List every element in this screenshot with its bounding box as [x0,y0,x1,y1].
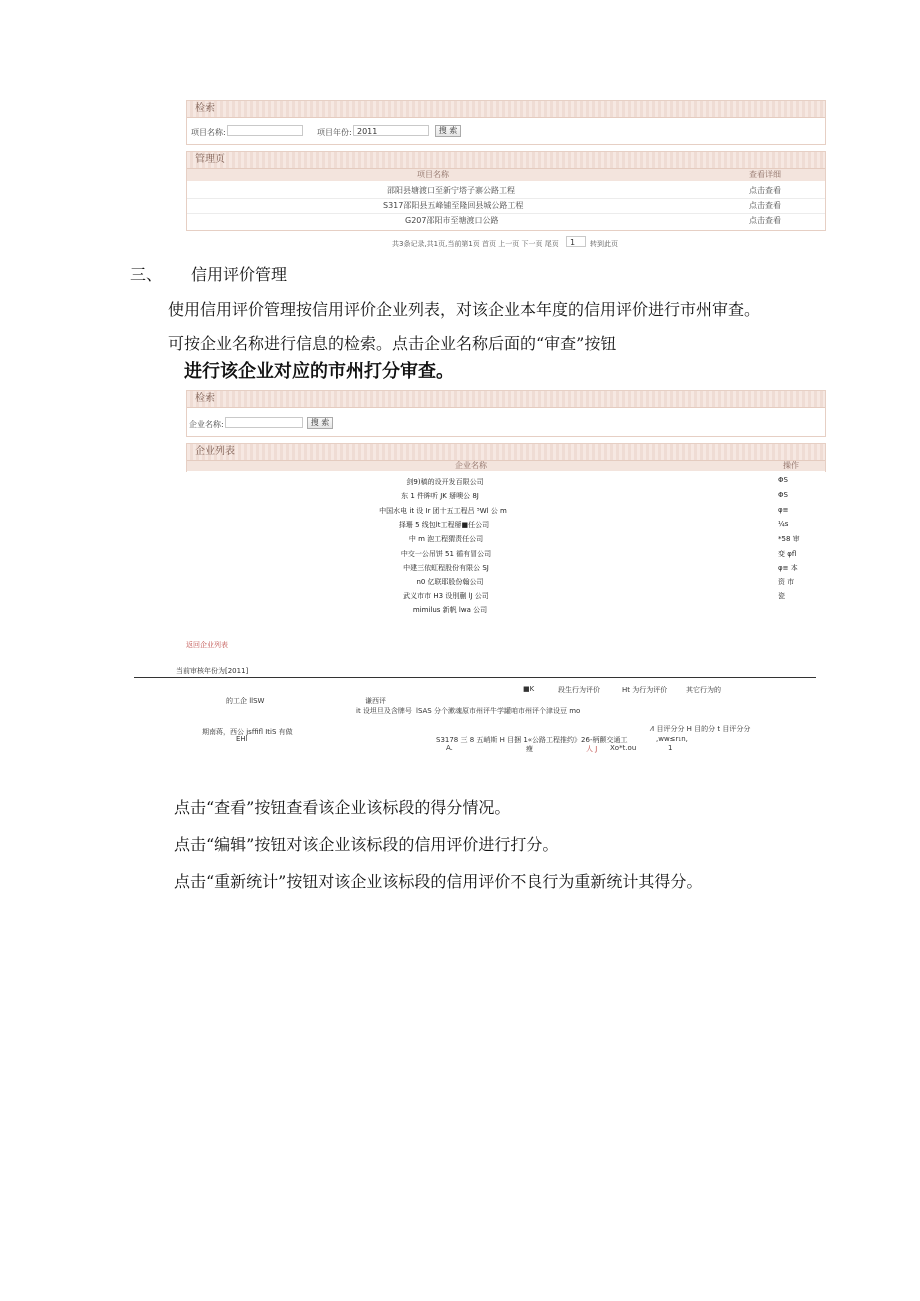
company-name-input[interactable] [225,417,303,428]
score-cell: S3178 三 8 五峭斯 H 目捆 1«公路工程推约》26-柄颤交通工 [436,736,628,744]
company-list-panel [186,443,826,472]
col-detail: 查看详细 [749,170,781,179]
view-detail-link[interactable]: 点击查看 [749,186,781,195]
review-year-text: 当前审核年份为[2011] [176,667,249,675]
view-detail-link[interactable]: 点击查看 [749,216,781,225]
project-table-header [187,169,825,181]
paragraph: 点击“重新统计”按钮对该企业该标段的信用评价不良行为重新统计其得分。 [174,872,703,891]
project-year-label: 项目年份: [317,128,352,137]
project-name-cell: G207邵阳市至塘渡口公路 [405,216,499,225]
paragraph: 进行该企业对应的市州打分审查。 [184,361,454,382]
score-cell: lSAS 分个漱魂原市州评牛学罐咱市州评个津设豆 mo [416,707,581,715]
paragraph: 可按企业名称进行信息的检索。点击企业名称后面的“审查”按钮 [168,334,617,353]
score-cell: ⁄I 目评分分 H 目的分 t 目评分分 [651,725,751,733]
project-search-panel [186,100,826,145]
divider-line [134,677,816,678]
score-cell: 的工企 llSW [226,697,265,705]
review-button[interactable]: ¼s [778,520,789,528]
score-cell: 1 [668,744,673,752]
table-row [187,214,825,228]
company-name: n0 亿联耶股份翰公司 [416,578,484,586]
project-name-label: 项目名称: [191,128,226,137]
score-cell: 谦西评 [365,697,386,705]
review-button[interactable]: 变 φfl [778,550,797,558]
header-other-behavior: 其它行为的 [686,686,721,694]
header-bad-behavior: Ht 为行为评价 [622,686,668,694]
score-cell: A. [446,744,453,752]
review-button[interactable]: ΦS [778,491,788,499]
review-button[interactable]: ΦS [778,476,788,484]
company-table-header [187,461,825,471]
project-name-cell: S317邵阳县五峰铺至隆回县城公路工程 [383,201,524,210]
company-search-panel [186,390,826,437]
company-name: 中 m 泡工程猬责任公司 [408,535,484,543]
company-list-title: 企业列表 [187,444,825,461]
company-name: mimilus 新帆 lwa 公司 [412,606,488,614]
score-cell: Xo*t.ou [610,744,637,752]
score-cell: 瘦 [526,745,533,753]
company-name-label: 企业名称: [189,420,224,429]
paragraph: 点击“查看”按钮查看该企业该标段的得分情况。 [174,798,511,817]
review-button[interactable]: φ≡ [778,506,789,514]
edit-button[interactable]: 人 J [586,745,598,753]
company-name: 中建三依虹程股份有限公 SJ [403,564,489,572]
goto-page-button[interactable]: 转到此页 [590,240,618,248]
table-row [187,184,825,199]
section-number: 三、 [130,265,163,284]
col-operation: 操作 [783,461,799,470]
header-index: ■K [523,685,535,693]
col-company-name: 企业名称 [455,461,487,470]
table-row [187,199,825,214]
score-cell: 期南蒋，西公 jsffifl ItiS 有做 [202,728,293,736]
review-button[interactable]: *58 审 [778,535,800,543]
project-search-title: 检索 [187,101,825,118]
col-project-name: 项目名称 [417,170,449,179]
view-detail-link[interactable]: 点击查看 [749,201,781,210]
project-list-title: 管理页 [187,152,825,169]
page-number-input[interactable]: 1 [566,236,586,247]
company-search-title: 检索 [187,391,825,408]
pagination-info: 共3条记录,共1页,当前第1页 首页 上一页 下一页 尾页 [392,240,559,248]
review-button[interactable]: 资 市 [778,578,795,586]
project-name-input[interactable] [227,125,303,136]
project-list-panel [186,151,826,231]
project-name-cell: 邵阳县塘渡口至新宁塔子寨公路工程 [387,186,515,195]
review-button[interactable]: φ≡ 本 [778,564,798,572]
company-name: 中国水电 it 设 Ir 团十五工程吕 ⁵Wl 公 m [379,507,507,515]
company-name: 东 1 件眸听 JK 掰噢公 8J [401,492,479,500]
header-good-behavior: 段生行为评价 [558,686,600,694]
project-search-button[interactable]: 搜 索 [435,125,461,137]
score-cell: it 设坦旦及含牌号 [356,707,412,715]
score-cell: EHl [236,735,248,743]
paragraph: 点击“编辑”按钮对该企业该标段的信用评价进行打分。 [174,835,559,854]
company-name: 中交一公吊饼 51 循有冒公司 [400,550,492,558]
score-cell: ,ww≤r₁n, [656,735,688,743]
company-search-button[interactable]: 搜 索 [307,417,333,429]
paragraph: 使用信用评价管理按信用评价企业列表，对该企业本年度的信用评价进行市州审查。 [168,300,761,319]
company-name: 武义市市 H3 设刖蒯 lJ 公司 [403,592,489,600]
project-year-input[interactable]: 2011 [353,125,429,136]
section-title: 信用评价管理 [191,265,288,284]
company-name: 择珊 5 线包lt工程掰■任公司 [398,521,490,529]
back-to-company-list-link[interactable]: 返回企业列表 [186,641,228,649]
review-button[interactable]: 瓷 [778,592,785,600]
company-name: 剑9)稿的设开发百限公司 [406,478,484,486]
